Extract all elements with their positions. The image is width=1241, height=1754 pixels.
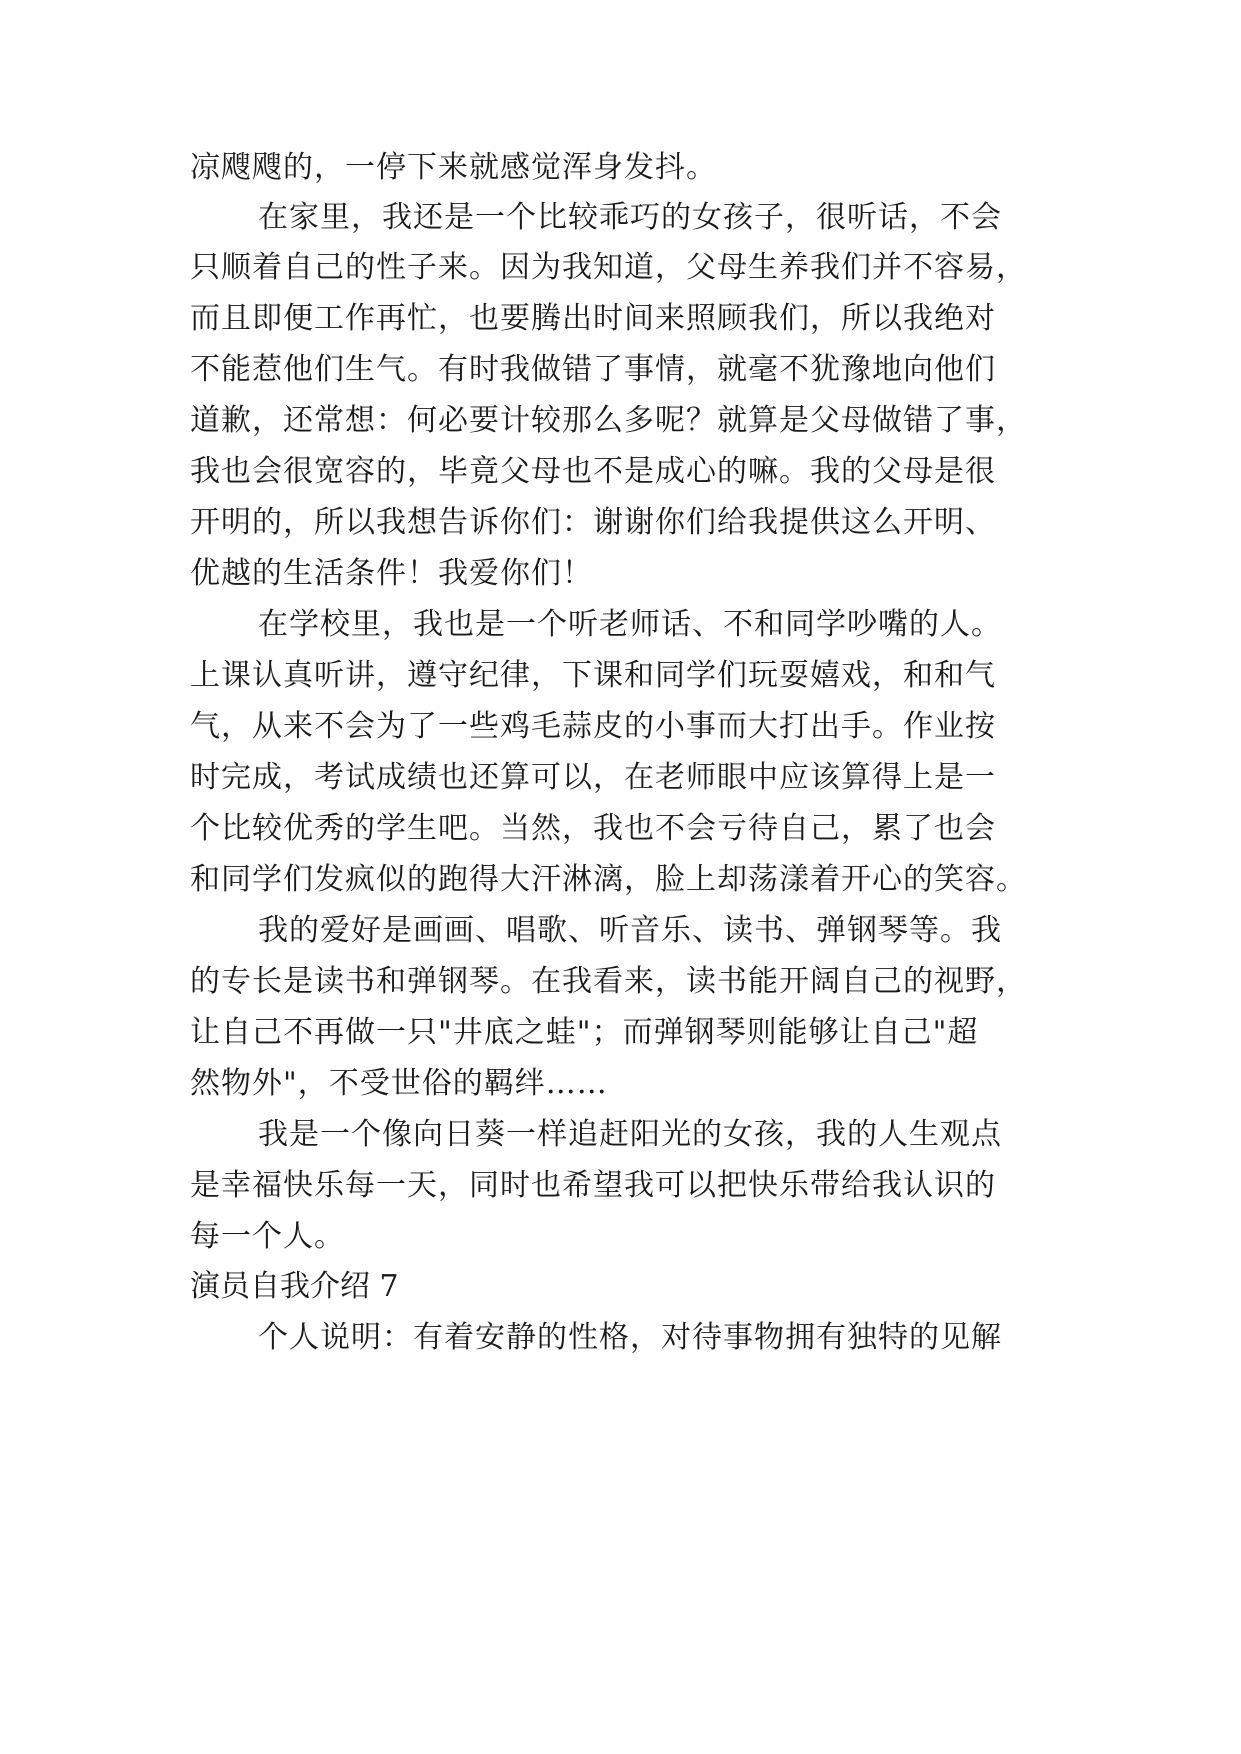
paragraph-start-line: 在学校里，我也是一个听老师话、不和同学吵嘴的人。 (258, 607, 1002, 642)
text-line: 道歉，还常想：何必要计较那么多呢？就算是父母做错了事， (190, 403, 1027, 438)
text-line: 每一个人。 (190, 1219, 345, 1254)
text-line: 我也会很宽容的，毕竟父母也不是成心的嘛。我的父母是很 (190, 454, 996, 489)
text-line: 优越的生活条件！我爱你们！ (190, 556, 593, 591)
text-line: 让自己不再做一只"井底之蛙"；而弹钢琴则能够让自己"超 (190, 1015, 979, 1050)
paragraph-start-line: 我的爱好是画画、唱歌、听音乐、读书、弹钢琴等。我 (258, 913, 1002, 948)
text-line: 然物外"，不受世俗的羁绊…… (190, 1066, 608, 1101)
text-line: 只顺着自己的性子来。因为我知道，父母生养我们并不容易， (190, 250, 1027, 285)
paragraph-start-line: 我是一个像向日葵一样追赶阳光的女孩，我的人生观点 (258, 1117, 1002, 1152)
paragraph-start-line: 在家里，我还是一个比较乖巧的女孩子，很听话，不会 (258, 200, 1002, 235)
text-line: 凉飕飕的，一停下来就感觉浑身发抖。 (190, 150, 717, 185)
text-line: 是幸福快乐每一天，同时也希望我可以把快乐带给我认识的 (190, 1168, 996, 1203)
text-line: 不能惹他们生气。有时我做错了事情，就毫不犹豫地向他们 (190, 352, 996, 387)
text-line: 上课认真听讲，遵守纪律，下课和同学们玩耍嬉戏，和和气 (190, 658, 996, 693)
text-line: 气，从来不会为了一些鸡毛蒜皮的小事而大打出手。作业按 (190, 709, 996, 744)
text-line: 时完成，考试成绩也还算可以，在老师眼中应该算得上是一 (190, 760, 996, 795)
paragraph-start-line: 个人说明：有着安静的性格，对待事物拥有独特的见解 (258, 1320, 1002, 1355)
text-line: 开明的，所以我想告诉你们：谢谢你们给我提供这么开明、 (190, 505, 996, 540)
section-heading: 演员自我介绍 7 (190, 1269, 399, 1304)
text-line: 个比较优秀的学生吧。当然，我也不会亏待自己，累了也会 (190, 811, 996, 846)
text-line: 而且即便工作再忙，也要腾出时间来照顾我们，所以我绝对 (190, 301, 996, 336)
text-line: 和同学们发疯似的跑得大汗淋漓，脸上却荡漾着开心的笑容。 (190, 862, 1027, 897)
text-line: 的专长是读书和弹钢琴。在我看来，读书能开阔自己的视野， (190, 964, 1027, 999)
